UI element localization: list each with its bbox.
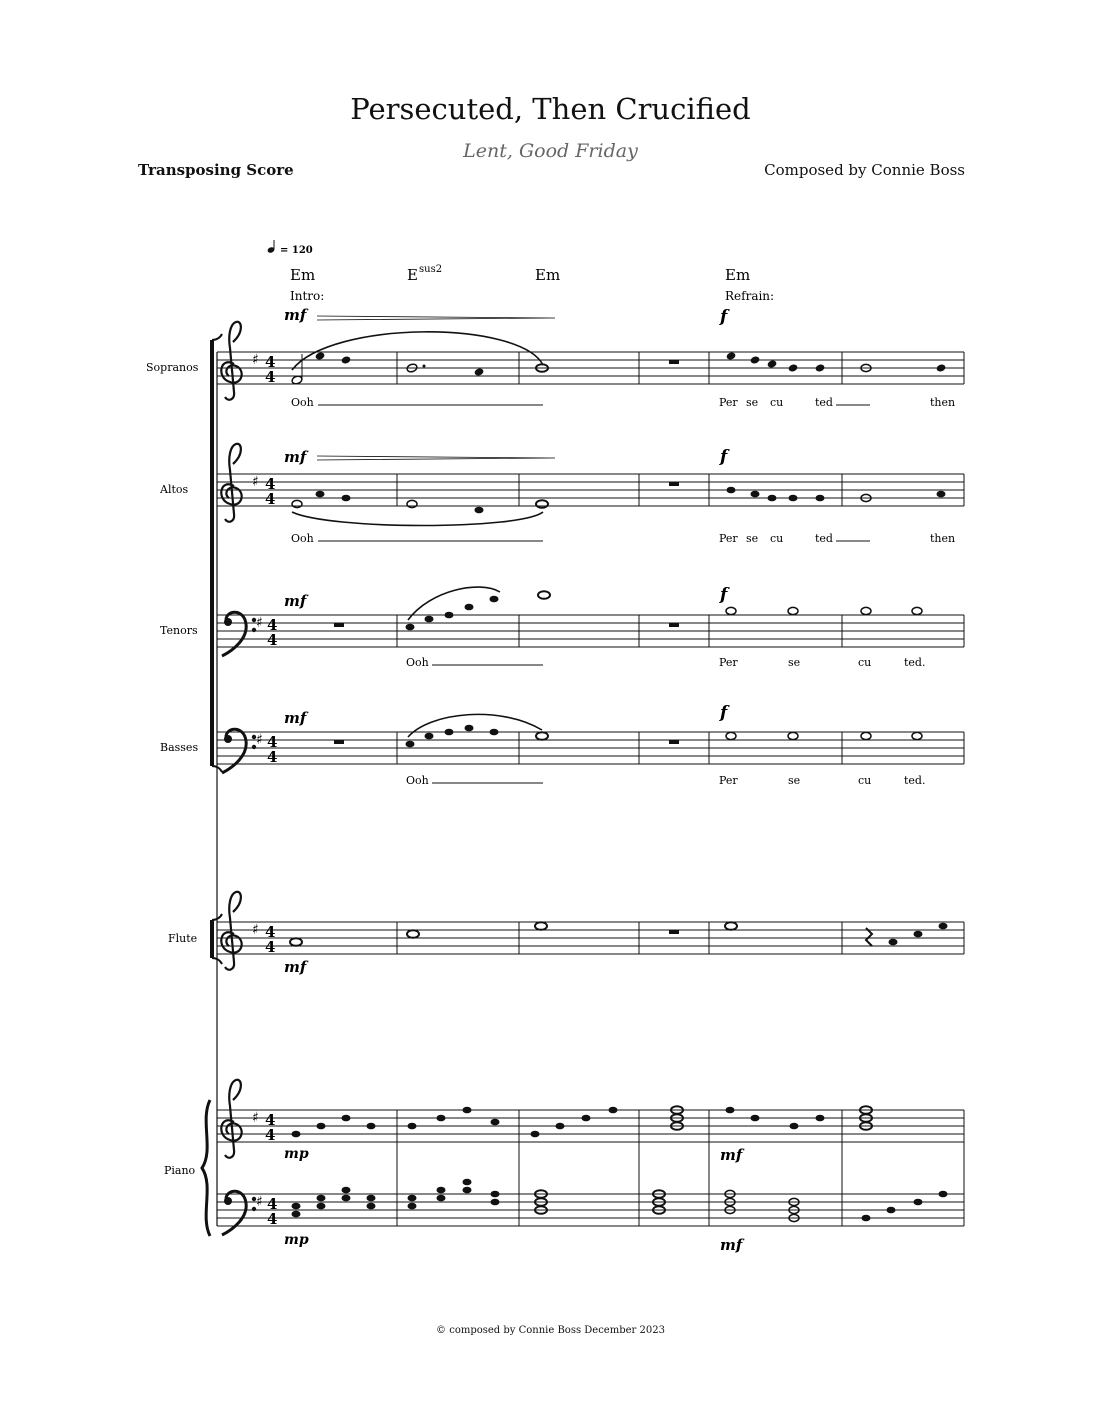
staff-basses xyxy=(160,703,964,787)
score-type: Transposing Score xyxy=(138,161,294,179)
svg-text:Ooh: Ooh xyxy=(406,774,429,787)
dyn-sop-f: f xyxy=(720,307,728,327)
staff-tenors xyxy=(160,585,964,669)
svg-text:♯: ♯ xyxy=(252,1110,259,1126)
staff-flute xyxy=(168,892,964,976)
section-refrain: Refrain: xyxy=(725,289,775,303)
svg-text:f: f xyxy=(720,703,728,723)
chord-2-sus: sus2 xyxy=(419,264,443,275)
svg-text:♯: ♯ xyxy=(252,474,259,490)
svg-text:4: 4 xyxy=(265,938,276,956)
chord-3: Em xyxy=(535,266,561,284)
svg-text:4: 4 xyxy=(265,1111,276,1129)
staff-label-altos: Altos xyxy=(160,483,189,496)
svg-text:mf: mf xyxy=(284,448,307,466)
staff-label-flute: Flute xyxy=(168,932,198,945)
staff-label-piano: Piano xyxy=(164,1164,196,1177)
score-subtitle: Lent, Good Friday xyxy=(463,140,638,162)
svg-text:Ooh: Ooh xyxy=(406,656,429,669)
staff-label-basses: Basses xyxy=(160,741,199,754)
svg-text:then: then xyxy=(930,532,956,545)
svg-text:4: 4 xyxy=(267,616,278,634)
svg-text:4: 4 xyxy=(267,733,278,751)
svg-text:4: 4 xyxy=(265,368,276,386)
svg-text:♯: ♯ xyxy=(252,352,259,368)
svg-text:♯: ♯ xyxy=(256,1194,263,1210)
svg-text:ted: ted xyxy=(815,532,833,545)
svg-text:♯: ♯ xyxy=(256,615,263,631)
svg-text:4: 4 xyxy=(265,475,276,493)
lyric-sop-1: Ooh xyxy=(291,396,314,409)
svg-text:f: f xyxy=(720,447,728,467)
svg-text:se: se xyxy=(788,656,801,669)
svg-text:then: then xyxy=(930,396,956,409)
chord-4: Em xyxy=(725,266,751,284)
svg-text:mf: mf xyxy=(720,1146,743,1164)
svg-text:f: f xyxy=(720,585,728,605)
svg-text:se: se xyxy=(788,774,801,787)
tempo-mark xyxy=(267,240,313,256)
svg-text:♯: ♯ xyxy=(252,922,259,938)
svg-text:4: 4 xyxy=(265,353,276,371)
svg-text:cu: cu xyxy=(770,532,784,545)
svg-text:ted.: ted. xyxy=(904,774,926,787)
svg-text:mf: mf xyxy=(284,709,307,727)
svg-text:4: 4 xyxy=(265,490,276,508)
chord-1: Em xyxy=(290,266,316,284)
staff-piano xyxy=(164,1080,964,1254)
svg-text:cu: cu xyxy=(770,396,784,409)
svg-text:cu: cu xyxy=(858,774,872,787)
staff-altos xyxy=(159,444,964,545)
svg-text:Per: Per xyxy=(719,396,738,409)
composer: Composed by Connie Boss xyxy=(764,161,965,179)
svg-text:4: 4 xyxy=(267,631,278,649)
svg-text:4: 4 xyxy=(267,1195,278,1213)
svg-text:♯: ♯ xyxy=(256,732,263,748)
dyn-sop-mf: mf xyxy=(284,306,307,324)
svg-text:Per: Per xyxy=(719,532,738,545)
svg-text:Ooh: Ooh xyxy=(291,532,314,545)
svg-text:se: se xyxy=(746,396,759,409)
svg-text:mf: mf xyxy=(284,592,307,610)
svg-text:4: 4 xyxy=(267,748,278,766)
svg-text:ted.: ted. xyxy=(904,656,926,669)
staff-sopranos xyxy=(146,306,964,409)
chord-2: E xyxy=(407,266,418,284)
svg-text:mf: mf xyxy=(720,1236,743,1254)
svg-text:4: 4 xyxy=(265,1126,276,1144)
staff-label-tenors: Tenors xyxy=(160,624,198,637)
tempo-text: = 120 xyxy=(280,245,313,256)
staff-label-sopranos: Sopranos xyxy=(146,361,199,374)
svg-text:mp: mp xyxy=(284,1232,309,1248)
svg-text:cu: cu xyxy=(858,656,872,669)
svg-text:Per: Per xyxy=(719,656,738,669)
score-title: Persecuted, Then Crucified xyxy=(350,92,751,126)
svg-text:ted: ted xyxy=(815,396,833,409)
section-intro: Intro: xyxy=(290,289,325,303)
copyright-footer: © composed by Connie Boss December 2023 xyxy=(436,1325,665,1336)
svg-text:mf: mf xyxy=(284,958,307,976)
svg-text:mp: mp xyxy=(284,1146,309,1162)
svg-text:se: se xyxy=(746,532,759,545)
svg-text:4: 4 xyxy=(267,1210,278,1228)
svg-text:Per: Per xyxy=(719,774,738,787)
svg-text:4: 4 xyxy=(265,923,276,941)
